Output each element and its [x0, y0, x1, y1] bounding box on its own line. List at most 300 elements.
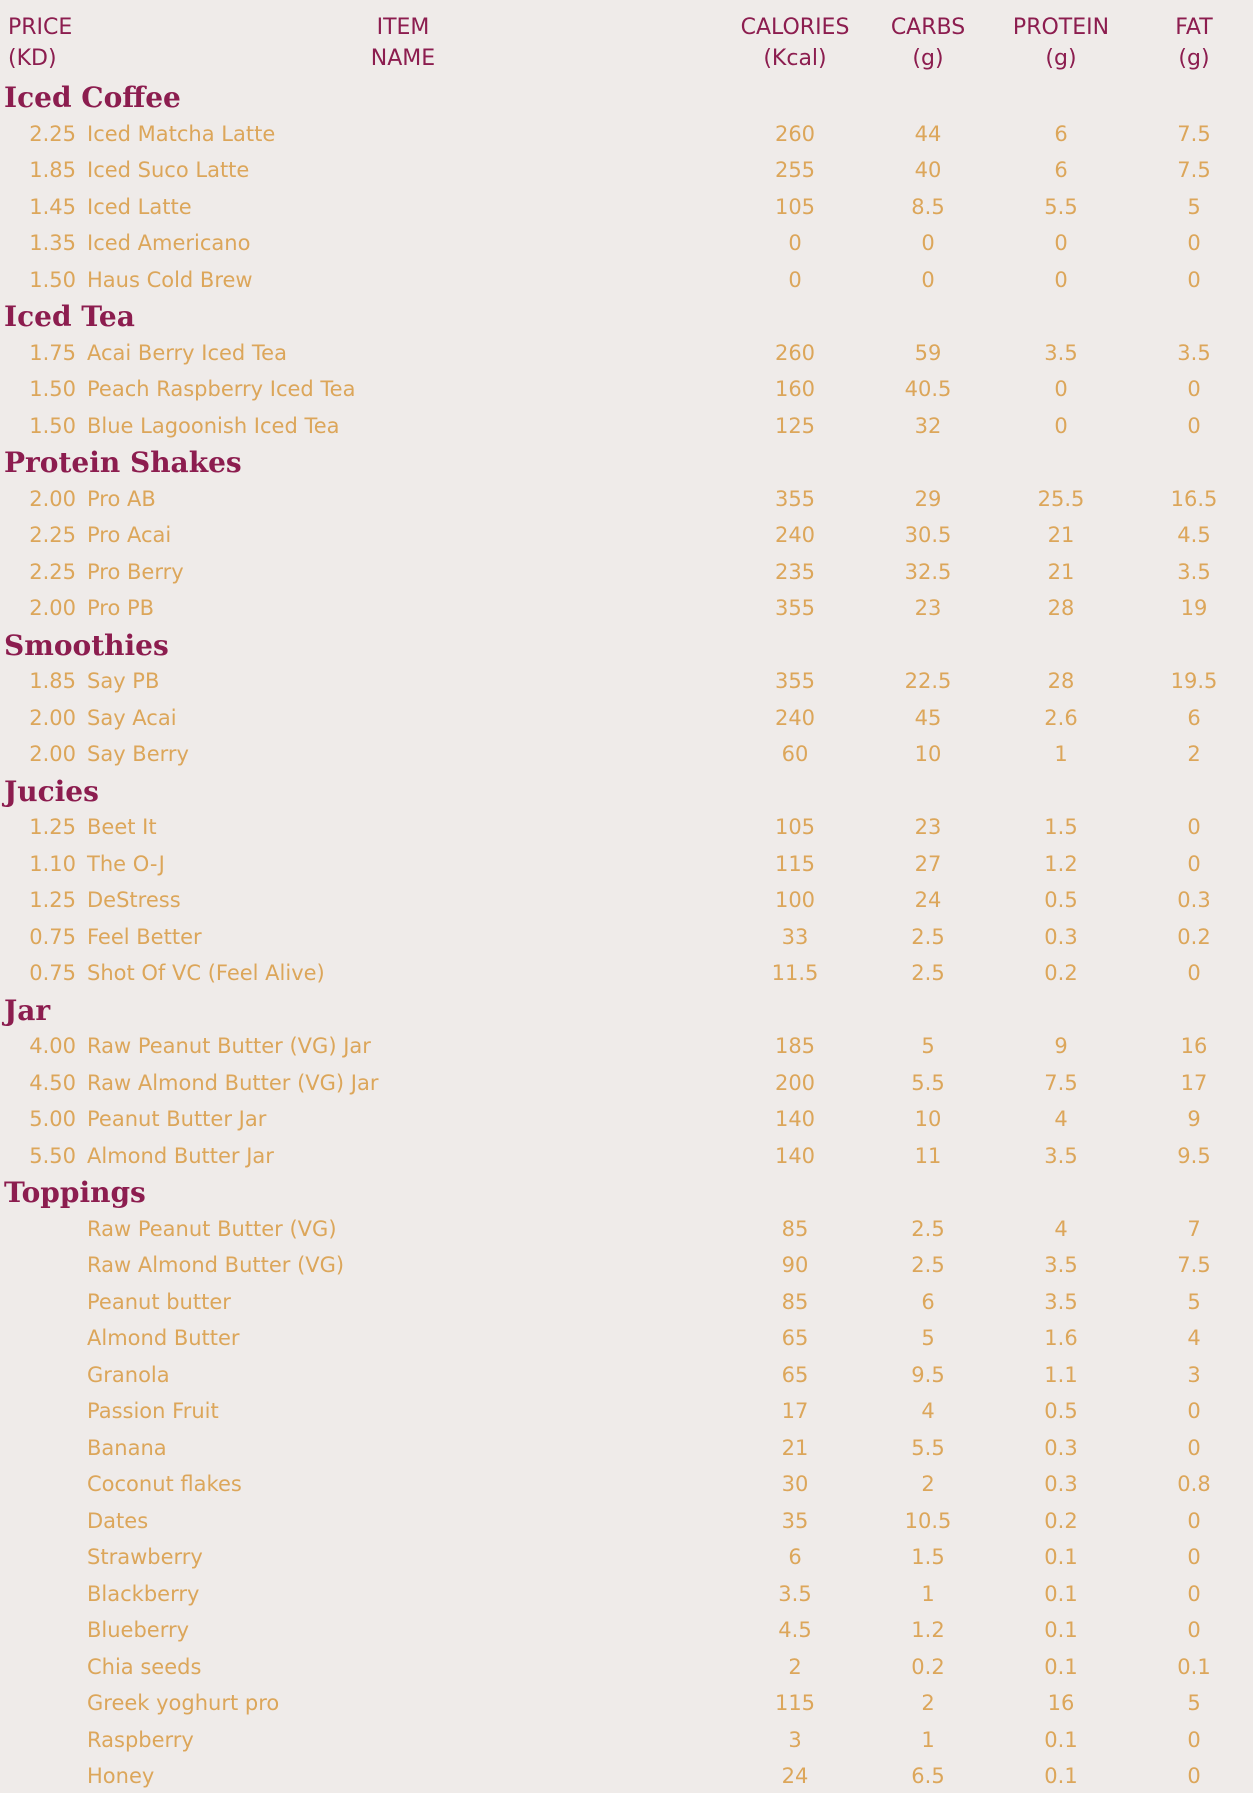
item-protein: 0.1: [1044, 1727, 1078, 1752]
item-carbs: 2.5: [911, 1216, 945, 1241]
table-row: [0, 153, 1253, 187]
item-price: [0, 1504, 76, 1538]
table-row: [0, 1394, 1253, 1428]
item-calories: 90: [781, 1253, 809, 1277]
item-carbs: 2.5: [911, 961, 945, 985]
item-price: [0, 1467, 76, 1501]
header-carbs-line2: (g): [912, 46, 944, 71]
item-price: 1.50: [29, 267, 76, 292]
table-row: [0, 555, 1253, 589]
item-price: 2.25: [29, 523, 76, 547]
header-price-line1: PRICE: [8, 15, 73, 40]
item-calories: 30: [781, 1472, 809, 1496]
item-fat: 9.5: [1177, 1143, 1211, 1168]
item-protein: 3.5: [1044, 340, 1078, 365]
item-carbs: 32: [914, 413, 942, 438]
item-protein: 0.1: [1044, 1545, 1078, 1569]
header-price-line2: (KD): [8, 46, 57, 71]
table-row: [0, 372, 1253, 406]
item-name: Raw Almond Butter (VG) Jar: [87, 1070, 379, 1095]
item-calories: 140: [774, 1143, 816, 1168]
item-price: [0, 1686, 76, 1720]
item-calories: 355: [774, 486, 816, 511]
item-price: 1.45: [29, 194, 76, 219]
table-row: [0, 1504, 1253, 1538]
item-protein: 0.1: [1044, 1618, 1078, 1642]
item-price: [0, 1577, 76, 1611]
item-calories: 6: [788, 1545, 802, 1569]
item-price: [0, 1358, 76, 1392]
item-protein: 1.2: [1044, 851, 1078, 876]
item-protein: 0.1: [1044, 1581, 1078, 1606]
item-carbs: 2: [921, 1472, 935, 1496]
item-calories: 255: [774, 158, 816, 182]
item-carbs: 5.5: [911, 1435, 945, 1460]
item-calories: 260: [774, 121, 816, 146]
header-carbs: [868, 12, 988, 74]
item-price: [0, 1540, 76, 1574]
item-calories: 105: [774, 815, 816, 839]
item-calories: 4.5: [778, 1618, 812, 1642]
item-calories: 125: [774, 413, 816, 438]
item-protein: 7.5: [1044, 1070, 1078, 1095]
item-name: Raw Almond Butter (VG): [87, 1253, 345, 1277]
item-fat: 5: [1187, 1691, 1201, 1715]
table-row: [0, 701, 1253, 735]
item-protein: 28: [1047, 596, 1075, 620]
item-calories: 11.5: [771, 961, 819, 985]
item-price: [0, 1248, 76, 1282]
item-calories: 160: [774, 377, 816, 401]
item-price: 1.35: [29, 231, 76, 255]
item-calories: 65: [781, 1326, 809, 1350]
table-row: [0, 1248, 1253, 1282]
item-calories: 21: [781, 1435, 809, 1460]
item-calories: 140: [774, 1107, 816, 1131]
item-name: Greek yoghurt pro: [87, 1691, 280, 1715]
item-fat: 5: [1187, 194, 1201, 219]
table-row: [0, 1321, 1253, 1355]
item-carbs: 2: [921, 1691, 935, 1715]
item-protein: 0.5: [1044, 1399, 1078, 1423]
item-name: Beet It: [87, 815, 157, 839]
section-title: Protein Shakes: [4, 446, 242, 479]
table-row: [0, 591, 1253, 625]
item-fat: 9: [1187, 1107, 1201, 1131]
item-fat: 0: [1187, 377, 1201, 401]
item-name: Blueberry: [87, 1618, 190, 1642]
table-row: [0, 1467, 1253, 1501]
table-row: [0, 190, 1253, 224]
item-calories: 235: [774, 559, 816, 584]
item-fat: 0: [1187, 1764, 1201, 1788]
item-carbs: 22.5: [904, 669, 952, 693]
item-fat: 0: [1187, 1618, 1201, 1642]
section-title: Iced Tea: [4, 300, 135, 333]
item-carbs: 5: [921, 1034, 935, 1058]
item-carbs: 24: [914, 888, 942, 912]
item-calories: 115: [774, 1691, 816, 1715]
item-price: [0, 1759, 76, 1793]
item-protein: 0.3: [1044, 924, 1078, 949]
table-row: [0, 1029, 1253, 1063]
table-row: [0, 1212, 1253, 1246]
item-name: Say PB: [87, 669, 160, 693]
item-name: Say Acai: [87, 705, 177, 730]
table-row: [0, 518, 1253, 552]
item-protein: 6: [1054, 158, 1068, 182]
table-row: [0, 1066, 1253, 1100]
item-fat: 0: [1187, 1581, 1201, 1606]
header-fat-line1: FAT: [1175, 15, 1213, 40]
item-protein: 0: [1054, 231, 1068, 255]
item-name: Honey: [87, 1764, 155, 1788]
section-title: Jar: [4, 993, 51, 1027]
table-row: [0, 1358, 1253, 1392]
header-item-name: [343, 12, 463, 74]
item-name: Shot Of VC (Feel Alive): [87, 961, 325, 985]
item-price: [0, 1723, 76, 1757]
item-carbs: 44: [914, 121, 942, 146]
item-name: Peach Raspberry Iced Tea: [87, 377, 356, 401]
item-name: Peanut Butter Jar: [87, 1107, 267, 1131]
item-fat: 7: [1187, 1216, 1201, 1241]
item-calories: 24: [781, 1764, 809, 1788]
item-fat: 0.2: [1177, 924, 1211, 949]
item-name: Pro Berry: [87, 559, 184, 584]
item-protein: 21: [1047, 523, 1075, 547]
item-protein: 3.5: [1044, 1143, 1078, 1168]
item-protein: 3.5: [1044, 1289, 1078, 1314]
item-calories: 65: [781, 1362, 809, 1387]
item-name: Iced Matcha Latte: [87, 121, 276, 146]
table-row: [0, 1613, 1253, 1647]
item-fat: 5: [1187, 1289, 1201, 1314]
item-price: [0, 1394, 76, 1428]
item-fat: 3.5: [1177, 340, 1211, 365]
item-protein: 6: [1054, 121, 1068, 146]
item-calories: 0: [788, 231, 802, 255]
table-row: [0, 1540, 1253, 1574]
item-carbs: 10: [914, 1107, 942, 1131]
item-calories: 355: [774, 669, 816, 693]
item-name: Dates: [87, 1508, 149, 1533]
table-row: [0, 1650, 1253, 1684]
item-price: 2.00: [29, 705, 76, 730]
item-name: Iced Latte: [87, 194, 192, 219]
item-price: 2.00: [29, 742, 76, 766]
item-carbs: 30.5: [904, 523, 952, 547]
item-fat: 4.5: [1177, 523, 1211, 547]
table-row: [0, 737, 1253, 771]
item-carbs: 1.2: [911, 1618, 945, 1642]
item-protein: 2.6: [1044, 705, 1078, 730]
item-fat: 19: [1180, 596, 1208, 620]
section-title: Smoothies: [4, 628, 169, 662]
table-row: [0, 956, 1253, 990]
item-calories: 105: [774, 194, 816, 219]
item-price: 2.00: [29, 596, 76, 620]
item-price: 1.85: [29, 158, 76, 182]
item-carbs: 6: [921, 1289, 935, 1314]
table-row: [0, 810, 1253, 844]
table-row: [0, 1577, 1253, 1611]
item-fat: 0: [1187, 1727, 1201, 1752]
item-calories: 3: [788, 1727, 802, 1752]
item-fat: 0: [1187, 851, 1201, 876]
item-name: Feel Better: [87, 924, 202, 949]
item-protein: 1.1: [1044, 1362, 1078, 1387]
item-price: [0, 1613, 76, 1647]
item-protein: 25.5: [1037, 486, 1085, 511]
item-price: 2.25: [29, 121, 76, 146]
item-calories: 3.5: [778, 1581, 812, 1606]
item-price: 5.50: [29, 1143, 76, 1168]
table-row: [0, 409, 1253, 443]
header-protein: [1001, 12, 1121, 74]
item-fat: 3: [1187, 1362, 1201, 1387]
item-calories: 240: [774, 705, 816, 730]
item-fat: 0: [1187, 815, 1201, 839]
item-protein: 0.2: [1044, 961, 1078, 985]
item-price: 2.00: [29, 486, 76, 511]
table-row: [0, 1686, 1253, 1720]
item-price: 5.00: [29, 1107, 76, 1131]
table-row: [0, 883, 1253, 917]
item-fat: 0: [1187, 961, 1201, 985]
item-protein: 16: [1047, 1691, 1075, 1715]
table-row: [0, 1431, 1253, 1465]
header-fat-line2: (g): [1178, 46, 1210, 71]
item-name: Pro Acai: [87, 523, 172, 547]
item-name: Blue Lagoonish Iced Tea: [87, 413, 340, 438]
item-fat: 0.1: [1177, 1654, 1211, 1679]
item-fat: 7.5: [1177, 1253, 1211, 1277]
item-fat: 4: [1187, 1326, 1201, 1350]
item-price: [0, 1321, 76, 1355]
item-price: 2.25: [29, 559, 76, 584]
item-protein: 0.1: [1044, 1764, 1078, 1788]
item-fat: 0.8: [1177, 1472, 1211, 1496]
item-carbs: 40.5: [904, 377, 952, 401]
item-calories: 240: [774, 523, 816, 547]
item-carbs: 23: [914, 596, 942, 620]
item-carbs: 40: [914, 158, 942, 182]
item-protein: 0.2: [1044, 1508, 1078, 1533]
item-name: Blackberry: [87, 1581, 200, 1606]
item-fat: 0: [1187, 1399, 1201, 1423]
item-calories: 355: [774, 596, 816, 620]
item-calories: 35: [781, 1508, 809, 1533]
item-carbs: 4: [921, 1399, 935, 1423]
header-item-line1: ITEM: [376, 15, 430, 40]
item-calories: 185: [774, 1034, 816, 1058]
header-fat: [1134, 12, 1253, 74]
item-fat: 16.5: [1170, 486, 1218, 511]
item-protein: 28: [1047, 669, 1075, 693]
header-item-line2: NAME: [370, 46, 436, 71]
item-calories: 115: [774, 851, 816, 876]
item-price: [0, 1212, 76, 1246]
item-price: 1.25: [29, 888, 76, 912]
item-protein: 1.5: [1044, 815, 1078, 839]
section-title: Jucies: [4, 774, 99, 808]
item-price: [0, 1285, 76, 1319]
item-name: Pro AB: [87, 486, 156, 511]
item-fat: 0: [1187, 1545, 1201, 1569]
header-price: [8, 12, 78, 74]
item-name: Banana: [87, 1435, 167, 1460]
item-protein: 0.1: [1044, 1654, 1078, 1679]
item-calories: 60: [781, 742, 809, 766]
item-carbs: 2.5: [911, 924, 945, 949]
item-fat: 6: [1187, 705, 1201, 730]
table-row: [0, 1102, 1253, 1136]
item-name: Passion Fruit: [87, 1399, 219, 1423]
item-carbs: 32.5: [904, 559, 952, 584]
item-carbs: 27: [914, 851, 942, 876]
item-protein: 1.6: [1044, 1326, 1078, 1350]
item-carbs: 6.5: [911, 1764, 945, 1788]
item-carbs: 0.2: [911, 1654, 945, 1679]
table-row: [0, 1759, 1253, 1793]
item-name: Raw Peanut Butter (VG) Jar: [87, 1034, 371, 1058]
item-name: Granola: [87, 1362, 170, 1387]
item-protein: 0: [1054, 267, 1068, 292]
item-calories: 85: [781, 1216, 809, 1241]
item-carbs: 10: [914, 742, 942, 766]
item-name: DeStress: [87, 888, 181, 912]
item-carbs: 2.5: [911, 1253, 945, 1277]
item-name: Acai Berry Iced Tea: [87, 340, 287, 365]
item-carbs: 45: [914, 705, 942, 730]
item-protein: 1: [1054, 742, 1068, 766]
item-name: Pro PB: [87, 596, 155, 620]
item-price: [0, 1431, 76, 1465]
item-fat: 0.3: [1177, 888, 1211, 912]
item-name: Raw Peanut Butter (VG): [87, 1216, 337, 1241]
item-price: 1.10: [29, 851, 76, 876]
item-calories: 2: [788, 1654, 802, 1679]
item-protein: 0: [1054, 377, 1068, 401]
item-fat: 2: [1187, 742, 1201, 766]
table-row: [0, 1723, 1253, 1757]
item-fat: 0: [1187, 1435, 1201, 1460]
item-price: 4.50: [29, 1070, 76, 1095]
item-protein: 9: [1054, 1034, 1068, 1058]
item-protein: 4: [1054, 1216, 1068, 1241]
header-protein-line2: (g): [1045, 46, 1077, 71]
header-calories-line1: CALORIES: [740, 15, 850, 40]
item-protein: 5.5: [1044, 194, 1078, 219]
item-protein: 4: [1054, 1107, 1068, 1131]
item-price: 1.75: [29, 340, 76, 365]
item-protein: 0.3: [1044, 1472, 1078, 1496]
item-fat: 16: [1180, 1034, 1208, 1058]
item-protein: 0.5: [1044, 888, 1078, 912]
section-title: Iced Coffee: [4, 81, 181, 114]
item-calories: 33: [781, 924, 809, 949]
item-protein: 3.5: [1044, 1253, 1078, 1277]
item-calories: 260: [774, 340, 816, 365]
item-price: 1.50: [29, 377, 76, 401]
item-price: 1.25: [29, 815, 76, 839]
item-price: 0.75: [29, 924, 76, 949]
item-fat: 7.5: [1177, 121, 1211, 146]
item-protein: 0.3: [1044, 1435, 1078, 1460]
item-name: Coconut flakes: [87, 1472, 242, 1496]
item-name: Chia seeds: [87, 1654, 202, 1679]
header-calories-line2: (Kcal): [763, 46, 827, 71]
item-calories: 17: [781, 1399, 809, 1423]
item-name: Raspberry: [87, 1727, 194, 1752]
table-row: [0, 1139, 1253, 1173]
item-name: Haus Cold Brew: [87, 267, 253, 292]
table-row: [0, 117, 1253, 151]
item-price: [0, 1650, 76, 1684]
item-protein: 0: [1054, 413, 1068, 438]
item-carbs: 1.5: [911, 1545, 945, 1569]
item-carbs: 0: [921, 231, 935, 255]
item-fat: 0: [1187, 267, 1201, 292]
item-fat: 0: [1187, 413, 1201, 438]
header-protein-line1: PROTEIN: [1012, 15, 1110, 40]
item-carbs: 29: [914, 486, 942, 511]
item-price: 1.50: [29, 413, 76, 438]
item-calories: 0: [788, 267, 802, 292]
table-row: [0, 482, 1253, 516]
item-carbs: 5.5: [911, 1070, 945, 1095]
item-fat: 0: [1187, 231, 1201, 255]
item-carbs: 10.5: [904, 1508, 952, 1533]
item-name: Strawberry: [87, 1545, 203, 1569]
table-row: [0, 336, 1253, 370]
item-name: Say Berry: [87, 742, 189, 766]
item-fat: 19.5: [1170, 669, 1218, 693]
item-name: Almond Butter: [87, 1326, 240, 1350]
item-calories: 200: [774, 1070, 816, 1095]
header-carbs-line1: CARBS: [890, 15, 966, 40]
item-calories: 100: [774, 888, 816, 912]
item-price: 0.75: [29, 961, 76, 985]
item-carbs: 5: [921, 1326, 935, 1350]
table-row: [0, 920, 1253, 954]
item-fat: 0: [1187, 1508, 1201, 1533]
item-carbs: 59: [914, 340, 942, 365]
table-row: [0, 847, 1253, 881]
item-fat: 17: [1180, 1070, 1208, 1095]
table-row: [0, 1285, 1253, 1319]
item-carbs: 8.5: [911, 194, 945, 219]
item-carbs: 0: [921, 267, 935, 292]
table-row: [0, 664, 1253, 698]
table-row: [0, 226, 1253, 260]
item-price: 1.85: [29, 669, 76, 693]
item-name: Iced Suco Latte: [87, 158, 250, 182]
item-price: 4.00: [29, 1034, 76, 1058]
item-name: The O-J: [87, 851, 165, 876]
item-name: Iced Americano: [87, 231, 251, 255]
item-carbs: 11: [914, 1143, 942, 1168]
item-carbs: 9.5: [911, 1362, 945, 1387]
item-protein: 21: [1047, 559, 1075, 584]
item-fat: 7.5: [1177, 158, 1211, 182]
item-fat: 3.5: [1177, 559, 1211, 584]
item-name: Peanut butter: [87, 1289, 231, 1314]
header-calories: [725, 12, 865, 74]
item-carbs: 1: [921, 1581, 935, 1606]
section-title: Toppings: [4, 1176, 146, 1209]
